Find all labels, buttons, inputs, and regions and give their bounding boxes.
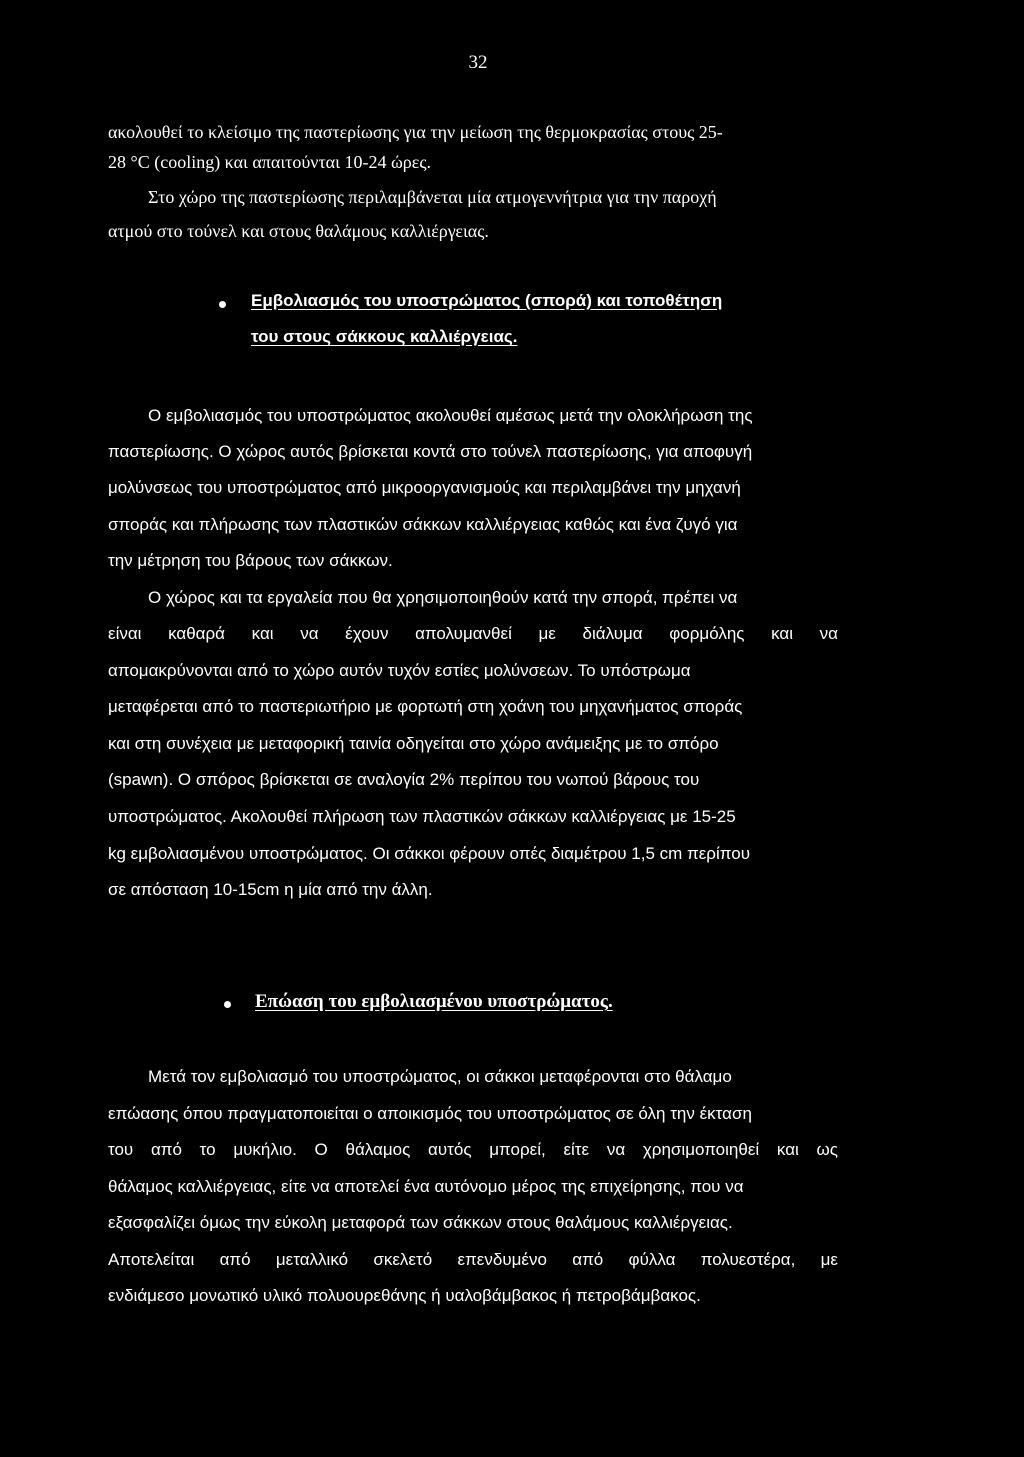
text-line: Στο χώρο της παστερίωσης περιλαμβάνεται μία ατμογεννήτρια για την παροχή [148,187,717,207]
text-line: Ο εμβολιασμός του υποστρώματος ακολουθεί αμέσως μετά την ολοκλήρωση της [148,406,753,425]
bullet-icon [219,301,226,308]
text-line: kg εμβολιασμένου υποστρώματος. Οι σάκκοι φέρουν οπές διαμέτρου 1,5 cm περίπου [108,844,750,863]
text-line: θάλαμος καλλιέργειας, είτε να αποτελεί ένα αυτόνομο μέρος της επιχείρησης, που να [108,1177,744,1196]
text-line: απομακρύνονται από το χώρο αυτόν τυχόν εστίες μολύνσεων. Το υπόστρωμα [108,661,691,680]
heading-line: Εμβολιασμός του υποστρώματος (σπορά) και τοποθέτηση [251,291,723,310]
text-line: είναι καθαρά και να έχουν απολυμανθεί με διάλυμα φορμόλης και να [108,624,838,643]
bullet-icon [224,1001,231,1008]
text-line: μολύνσεως του υποστρώματος από μικροοργανισμούς και περιλαμβάνει την μηχανή [108,478,741,497]
text-line: σε απόσταση 10-15cm η μία από την άλλη. [108,880,433,899]
text-line: υποστρώματος. Ακολουθεί πλήρωση των πλαστικών σάκκων καλλιέργειας με 15-25 [108,807,736,826]
text-line: και στη συνέχεια με μεταφορική ταινία οδηγείται στο χώρο ανάμειξης με το σπόρο [108,734,719,753]
text-line: επώασης όπου πραγματοποιείται ο αποικισμός του υποστρώματος σε όλη την έκταση [108,1104,752,1123]
text-line: μεταφέρεται από το παστεριωτήριο με φορτωτή στη χοάνη του μηχανήματος σποράς [108,697,743,716]
heading-line: Επώαση του εμβολιασμένου υποστρώματος. [255,991,613,1012]
text-line: του από το μυκήλιο. Ο θάλαμος αυτός μπορεί, είτε να χρησιμοποιηθεί και ως [108,1140,838,1159]
text-line: παστερίωσης. Ο χώρος αυτός βρίσκεται κοντά στο τούνελ παστερίωσης, για αποφυγή [108,442,753,461]
text-line: ακολουθεί το κλείσιμο της παστερίωσης για την μείωση της θερμοκρασίας στους 25- [108,122,723,142]
text-line: Μετά τον εμβολιασμό του υποστρώματος, οι σάκκοι μεταφέρονται στο θάλαμο [148,1067,732,1086]
text-line: εξασφαλίζει όμως την εύκολη μεταφορά των σάκκων στους θαλάμους καλλιέργειας. [108,1213,733,1232]
text-line: Αποτελείται από μεταλλικό σκελετό επενδυμένο από φύλλα πολυεστέρα, με [108,1250,838,1269]
text-line: την μέτρηση του βάρους των σάκκων. [108,551,393,570]
text-line: ατμού στο τούνελ και στους θαλάμους καλλιέργειας. [108,221,489,241]
heading-line: του στους σάκκους καλλιέργειας. [251,327,518,346]
text-line: Ο χώρος και τα εργαλεία που θα χρησιμοποιηθούν κατά την σπορά, πρέπει να [148,588,738,607]
text-line: 28 °C (cooling) και απαιτούνται 10-24 ώρες. [108,152,431,172]
text-line: σποράς και πλήρωσης των πλαστικών σάκκων καλλιέργειας καθώς και ένα ζυγό για [108,515,738,534]
text-line: ενδιάμεσο μονωτικό υλικό πολυουρεθάνης ή υαλοβάμβακος ή πετροβάμβακος. [108,1286,701,1305]
page-number: 32 [468,52,488,73]
text-line: (spawn). Ο σπόρος βρίσκεται σε αναλογία 2% περίπου του νωπού βάρους του [108,770,700,789]
